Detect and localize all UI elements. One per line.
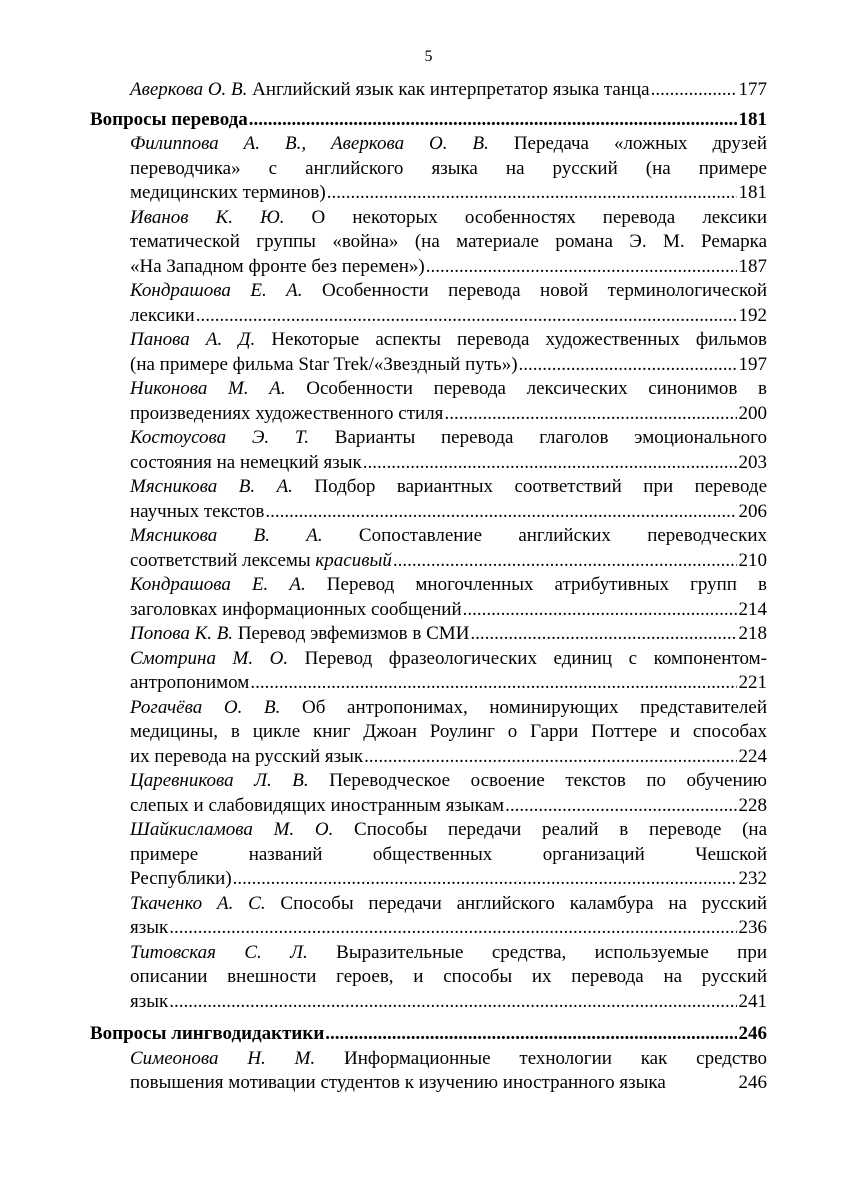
toc-entry xyxy=(90,328,767,377)
entry-title-part: состояния на немецкий язык xyxy=(130,451,362,473)
page-ref: 181 xyxy=(738,182,767,203)
entry-title-part: Варианты перевода глаголов эмоционального xyxy=(309,427,767,448)
toc-entry xyxy=(90,769,767,818)
toc-line xyxy=(130,132,767,157)
toc-line xyxy=(130,990,767,1015)
toc-line xyxy=(130,426,767,451)
entry-title-part: Перевод фразеологических единиц с компонентом- xyxy=(288,647,768,669)
entry-author: Шайкисламова М. О. xyxy=(130,819,334,840)
page-ref: 192 xyxy=(738,304,767,326)
page-ref: 221 xyxy=(738,672,767,693)
page-ref: 187 xyxy=(738,255,767,277)
page-ref: 246 xyxy=(738,1023,767,1044)
entry-title-part: язык xyxy=(130,917,169,938)
toc-line: переводчика» с английского языка на русский (на примере xyxy=(130,157,767,179)
toc-line xyxy=(130,1047,767,1072)
toc-line xyxy=(130,402,767,427)
toc-line xyxy=(130,181,767,206)
entry-title-part: Выразительные средства, используемые при xyxy=(307,941,767,963)
toc-line xyxy=(130,524,767,549)
entry-title-part: Способы передачи английского каламбура на русский xyxy=(265,892,767,914)
entry-title-part xyxy=(130,353,518,378)
toc-entry xyxy=(90,647,767,696)
toc-line: примере названий общественных организаций Чешской xyxy=(130,843,767,865)
section-title: Вопросы перевода xyxy=(90,108,248,130)
entry-title-part: Особенности перевода новой терминологической xyxy=(302,280,767,301)
toc-line xyxy=(130,916,767,941)
entry-title-part: их перевода на русский язык xyxy=(130,745,364,767)
entry-title-part: произведениях художественного стиля xyxy=(130,402,444,424)
toc-entry xyxy=(90,475,767,524)
entry-title-part xyxy=(130,867,232,892)
entry-title-part: Об антропонимах, номинирующих представителей xyxy=(280,696,767,718)
entry-author: Симеонова Н. М. xyxy=(130,1047,316,1069)
toc-entry xyxy=(90,892,767,941)
entry-title-part: медицинских терминов) xyxy=(130,182,326,203)
toc-entry xyxy=(90,818,767,892)
table-of-contents xyxy=(90,78,767,1096)
toc-entry xyxy=(90,524,767,573)
dot-leader xyxy=(169,990,736,1015)
page-ref: 224 xyxy=(738,745,767,767)
dot-leader xyxy=(505,794,736,819)
toc-line xyxy=(130,328,767,353)
entry-author: Смотрина М. О. xyxy=(130,647,289,669)
page-ref: 228 xyxy=(738,794,767,816)
page-ref: 197 xyxy=(738,353,767,375)
toc-line: описании внешности героев, и способы их перевода на русский xyxy=(130,966,767,987)
entry-author: Царевникова Л. В. xyxy=(130,770,309,791)
entry-author: Ткаченко А. С. xyxy=(130,892,266,914)
entry-title-part xyxy=(130,304,195,329)
toc-line xyxy=(130,304,767,329)
toc-line xyxy=(130,794,767,819)
toc-entry xyxy=(90,279,767,328)
toc-line xyxy=(130,500,767,525)
toc-line xyxy=(130,573,767,598)
entry-title-part xyxy=(130,990,168,1015)
dot-leader xyxy=(651,78,737,103)
toc-line xyxy=(130,867,767,892)
dot-leader xyxy=(327,181,737,206)
section-title: Вопросы лингводидактики xyxy=(90,1023,325,1044)
toc-line xyxy=(130,818,767,843)
entry-title-part: О некоторых особенностях перевода лексики xyxy=(284,206,768,228)
dot-leader xyxy=(444,402,736,427)
entry-author: Мясникова В. А. xyxy=(130,525,323,546)
entry-title-part: научных текстов xyxy=(130,500,265,522)
entry-author: Панова А. Д. xyxy=(130,329,256,350)
dot-leader xyxy=(393,549,737,574)
page-ref: 206 xyxy=(738,500,767,522)
dot-leader xyxy=(519,353,737,378)
toc-entry xyxy=(90,426,767,475)
page-ref: 236 xyxy=(738,917,767,938)
page-ref: 203 xyxy=(738,451,767,473)
toc-line xyxy=(130,647,767,672)
toc-entry xyxy=(90,377,767,426)
page-ref: 181 xyxy=(738,108,767,130)
entry-title-part xyxy=(130,745,363,770)
dot-leader xyxy=(363,451,737,476)
dot-leader xyxy=(250,671,736,696)
entry-author: Иванов К. Ю. xyxy=(130,206,285,228)
entry-title-part: лексики xyxy=(130,304,195,326)
page-ref: 177 xyxy=(738,79,767,100)
toc-section-heading xyxy=(90,1022,767,1047)
dot-leader xyxy=(325,1022,736,1047)
toc-entry xyxy=(90,206,767,280)
entry-title-part: Особенности перевода лексических синонимов в xyxy=(285,378,767,399)
toc-line xyxy=(130,769,767,794)
toc-line xyxy=(130,1071,767,1096)
toc-line xyxy=(130,475,767,500)
entry-title-part: Передача «ложных друзей xyxy=(488,133,767,154)
toc-line xyxy=(130,78,767,103)
entry-author: Аверкова О. В. xyxy=(130,79,248,100)
page-ref: 246 xyxy=(738,1072,767,1093)
page-number: 5 xyxy=(424,48,433,65)
entry-title-part: слепых и слабовидящих иностранным языкам xyxy=(130,794,505,816)
entry-title-part xyxy=(130,916,168,941)
entry-title-part xyxy=(130,78,650,103)
entry-title-part: антропонимом xyxy=(130,672,250,693)
entry-title-part xyxy=(130,255,425,280)
toc-section-heading xyxy=(90,108,767,133)
toc-line xyxy=(130,671,767,696)
dot-leader xyxy=(233,867,737,892)
toc-line xyxy=(130,377,767,402)
entry-title-part xyxy=(130,794,504,819)
entry-title-part xyxy=(130,181,326,206)
entry-title-italic: красивый xyxy=(315,549,392,571)
entry-title-part: Некоторые аспекты перевода художественных фильмов xyxy=(255,329,767,350)
toc-line xyxy=(130,279,767,304)
toc-line xyxy=(130,549,767,574)
page-ref: 241 xyxy=(738,990,767,1012)
page-ref: 218 xyxy=(738,623,767,644)
entry-title-part: (на примере фильма Star Trek/«Звездный путь») xyxy=(130,353,518,375)
entry-title-part: язык xyxy=(130,990,169,1012)
toc-line: тематической группы «война» (на материале романа Э. М. Ремарка xyxy=(130,231,767,252)
dot-leader xyxy=(169,916,736,941)
toc-line xyxy=(130,451,767,476)
entry-title-part xyxy=(130,549,392,574)
entry-title-part: повышения мотивации студентов к изучению иностранного языка xyxy=(130,1072,666,1093)
toc-entry xyxy=(90,941,767,1015)
entry-title-part xyxy=(130,598,462,623)
toc-line xyxy=(130,892,767,917)
toc-line xyxy=(130,255,767,280)
entry-title-part xyxy=(130,1071,666,1096)
entry-author: Рогачёва О. В. xyxy=(130,696,281,718)
toc-entry xyxy=(90,696,767,770)
dot-leader xyxy=(463,598,737,623)
entry-title-part: Подбор вариантных соответствий при переводе xyxy=(292,476,768,497)
entry-title-part: Переводческое освоение текстов по обучению xyxy=(308,770,767,791)
toc-entry xyxy=(90,132,767,206)
toc-entry xyxy=(90,1047,767,1096)
toc-line xyxy=(130,941,767,966)
toc-entry xyxy=(90,622,767,647)
entry-title-part xyxy=(130,671,249,696)
entry-author: Кондрашова Е. А. xyxy=(130,574,306,595)
entry-title-part: Информационные технологии как средство xyxy=(315,1047,767,1069)
entry-title-part: Перевод эвфемизмов в СМИ xyxy=(233,623,470,644)
page-ref: 200 xyxy=(738,402,767,424)
entry-title-part: Сопоставление английских переводческих xyxy=(322,525,767,546)
entry-title-part: Республики) xyxy=(130,868,232,889)
entry-author: Титовская С. Л. xyxy=(130,941,308,963)
entry-author: Никонова М. А. xyxy=(130,378,286,399)
entry-title-part: Перевод многочленных атрибутивных групп в xyxy=(305,574,767,595)
dot-leader xyxy=(196,304,737,329)
entry-title-part xyxy=(130,622,469,647)
toc-entry xyxy=(90,78,767,103)
page-ref: 232 xyxy=(738,868,767,889)
entry-title-part: «На Западном фронте без перемен») xyxy=(130,255,425,277)
entry-author: Попова К. В. xyxy=(130,623,234,644)
toc-line xyxy=(130,745,767,770)
toc-line xyxy=(90,108,767,133)
toc-line xyxy=(130,598,767,623)
entry-title-part xyxy=(130,402,443,427)
entry-title-part: Способы передачи реалий в переводе (на xyxy=(333,819,768,840)
entry-author: Кондрашова Е. А. xyxy=(130,280,303,301)
toc-line xyxy=(130,206,767,231)
toc-line xyxy=(130,622,767,647)
entry-title-part: Английский язык как интерпретатор языка танца xyxy=(247,79,650,100)
toc-line: медицины, в цикле книг Джоан Роулинг о Гарри Поттере и способах xyxy=(130,721,767,742)
toc-entry xyxy=(90,573,767,622)
entry-title-part: заголовках информационных сообщений xyxy=(130,598,462,620)
toc-line xyxy=(130,353,767,378)
entry-author: Мясникова В. А. xyxy=(130,476,293,497)
dot-leader xyxy=(470,622,736,647)
entry-title-part: соответствий лексемы xyxy=(130,549,316,571)
page-ref: 214 xyxy=(738,598,767,620)
entry-title-part xyxy=(130,451,362,476)
entry-author: Костоусова Э. Т. xyxy=(130,427,310,448)
page-ref: 210 xyxy=(738,549,767,571)
entry-title-part xyxy=(130,500,264,525)
dot-leader xyxy=(364,745,736,770)
toc-line xyxy=(90,1022,767,1047)
toc-line xyxy=(130,696,767,721)
dot-leader xyxy=(265,500,736,525)
dot-leader xyxy=(426,255,737,280)
dot-leader xyxy=(249,108,737,133)
entry-author: Филиппова А. В., Аверкова О. В. xyxy=(130,133,489,154)
